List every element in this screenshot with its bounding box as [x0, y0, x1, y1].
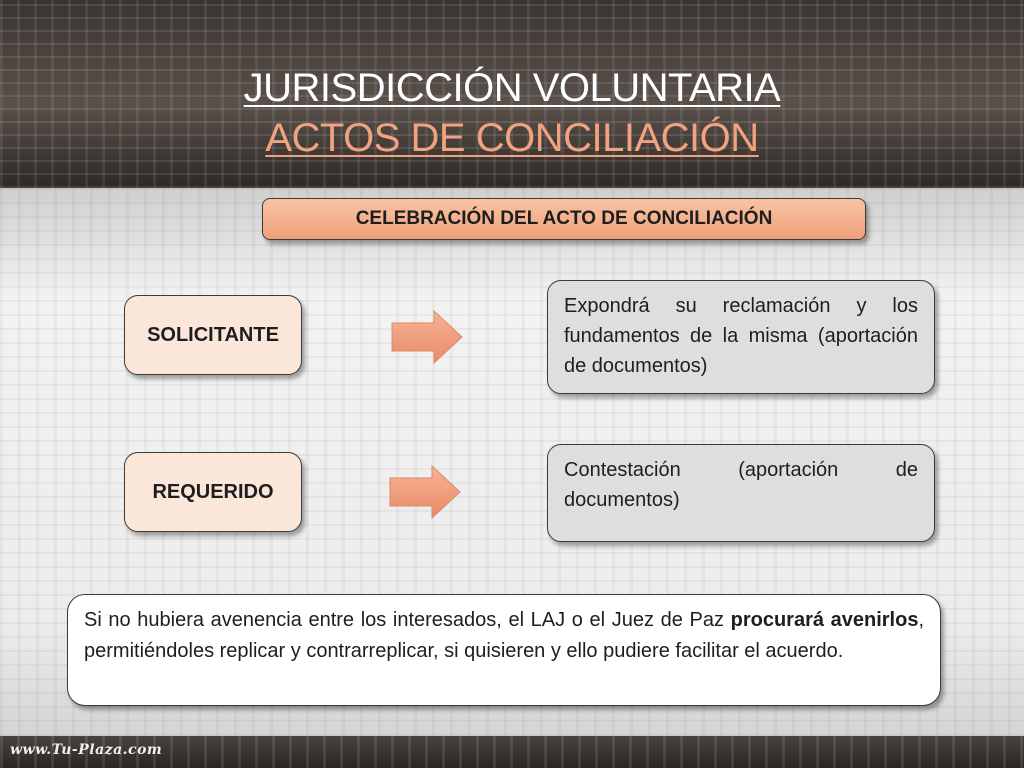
slide-subtitle: ACTOS DE CONCILIACIÓN: [265, 116, 759, 160]
note-box: [67, 594, 941, 706]
note-text-after: , permitiéndoles replicar y contrarreplicar, si quisieren y ello pudiere facilitar el acuerdo.: [84, 609, 924, 662]
right-arrow-icon: [390, 309, 464, 365]
description-text: Contestación (aportación de documentos): [564, 459, 918, 511]
right-arrow-icon: [388, 464, 462, 520]
party-box-requerido: [124, 452, 302, 532]
note-text-before: Si no hubiera avenencia entre los interesados, el LAJ o el Juez de Paz: [84, 609, 731, 631]
footer-logo: www.Tu-Plaza.com: [10, 742, 163, 758]
description-box-requerido: [547, 444, 935, 542]
ceremony-header-box: [262, 198, 866, 240]
slide-title: JURISDICCIÓN VOLUNTARIA: [243, 66, 781, 110]
party-box-solicitante: [124, 295, 302, 375]
party-label: REQUERIDO: [152, 480, 274, 503]
ceremony-header-label: CELEBRACIÓN DEL ACTO DE CONCILIACIÓN: [355, 208, 773, 229]
description-text: Expondrá su reclamación y los fundamentos de la misma (aportación de documentos): [564, 295, 918, 377]
note-text-bold: procurará avenirlos: [730, 609, 919, 631]
description-box-solicitante: [547, 280, 935, 394]
party-label: SOLICITANTE: [147, 323, 279, 346]
